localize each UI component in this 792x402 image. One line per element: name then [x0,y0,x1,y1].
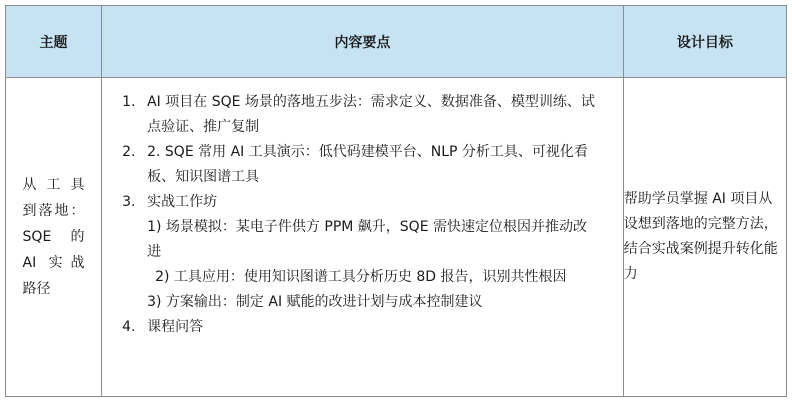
item-number: 2. [122,144,136,160]
topic-line: 到落地： [22,203,85,219]
header-goal: 设计目标 [623,6,786,78]
course-plan-table [5,5,787,397]
item-number: 3. [122,194,136,210]
item-text: 2. SQE 常用 AI 工具演示：低代码建模平台、NLP 分析工具、可视化看板、知识图谱工具 [147,144,588,185]
item-text: 实战工作坊 [147,194,218,210]
item-text: AI 项目在 SQE 场景的落地五步法：需求定义、数据准备、模型训练、试点验证、推广复制 [147,94,595,135]
workshop-item: 1) 场景模拟：某电子件供方 PPM 飙升，SQE 需快速定位根因并推动改进 [147,219,587,260]
header-topic: 主题 [6,6,102,78]
item-number: 1. [122,94,136,110]
content-cell [102,78,624,397]
topic-line: AI 实战 [22,255,85,271]
body-row [6,78,787,397]
header-content: 内容要点 [102,6,624,78]
goal-cell: 帮助学员掌握 AI 项目从设想到落地的完整方法，结合实战案例提升转化能力 [623,78,786,397]
workshop-item: 2) 工具应用：使用知识图谱工具分析历史 8D 报告，识别共性根因 [155,269,567,285]
topic-line: 从 工 具 [22,177,85,193]
topic-line: SQE 的 [22,229,85,245]
list-item [122,190,601,315]
list-item [122,90,601,140]
workshop-item: 3) 方案输出：制定 AI 赋能的改进计划与成本控制建议 [147,294,483,310]
item-text: 课程问答 [147,319,204,335]
list-item [122,140,601,190]
header-row [6,6,787,78]
topic-line: 路径 [22,281,51,297]
workshop-sublist [147,215,601,315]
list-item [122,315,601,340]
topic-cell [6,78,102,397]
item-number: 4. [122,319,136,335]
content-list [102,78,623,340]
